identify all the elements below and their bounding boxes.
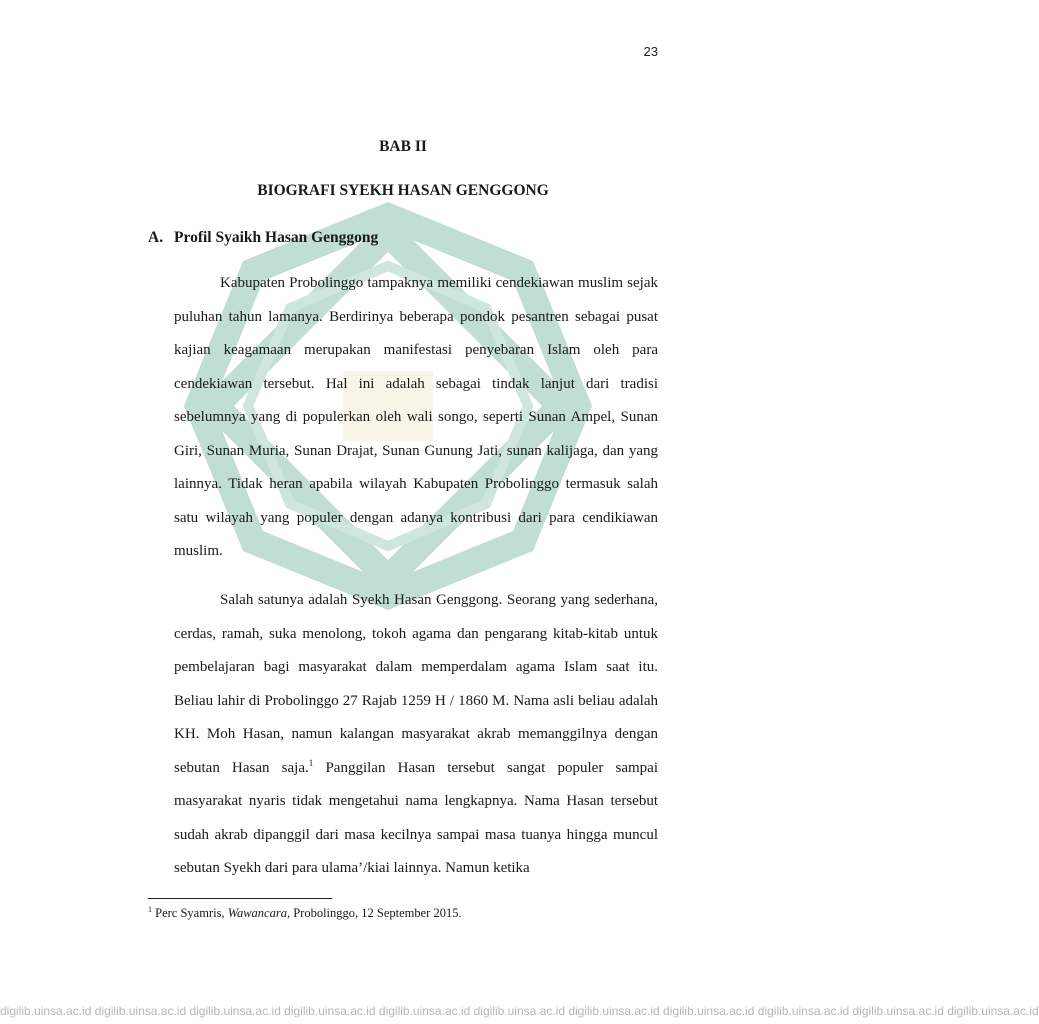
footnote-work: Wawancara, xyxy=(227,906,291,920)
section-title: Profil Syaikh Hasan Genggong xyxy=(174,229,379,246)
section-heading xyxy=(148,229,378,247)
page-number: 23 xyxy=(643,44,658,59)
footer-watermark-strip: digilib.uinsa.ac.id digilib.uinsa.ac.id digilib.uinsa.ac.id digilib.uinsa.ac.id digilib.uinsa.ac.id digilib.uinsa.ac.id digilib.uinsa.ac.id digilib.uinsa.ac.id digilib.uinsa.ac.id digilib.uinsa.ac.id digilib.uinsa.ac.id xyxy=(0,1004,1039,1018)
chapter-title: BIOGRAFI SYEKH HASAN GENGGONG xyxy=(257,182,549,199)
paragraph-2-text-b: Panggilan Hasan tersebut sangat populer sampai masyarakat nyaris tidak mengetahui nama lengkapnya. Nama Hasan tersebut sudah akrab dipanggil dari masa kecilnya sampai masa tuanya hingga muncul sebutan Syekh dari para ulama’/kiai lainnya. Namun ketika xyxy=(174,759,658,876)
paragraph-1-text: Kabupaten Probolinggo tampaknya memiliki cendekiawan muslim sejak puluhan tahun lamanya. Berdirinya beberapa pondok pesantren sebagai pusat kajian keagamaan merupakan manifestasi penyebaran Islam oleh para cendekiawan tersebut. Hal ini adalah sebagai tindak lanjut dari tradisi sebelumnya yang di populerkan oleh wali songo, seperti Sunan Ampel, Sunan Giri, Sunan Muria, Sunan Drajat, Sunan Gunung Jati, sunan kalijaga, dan yang lainnya. Tidak heran apabila wilayah Kabupaten Probolinggo termasuk salah satu wilayah yang populer dengan adanya kontribusi dari para cendikiawan muslim. xyxy=(174,275,658,559)
footnote-mark: 1 xyxy=(148,904,152,914)
paragraph-2 xyxy=(174,584,658,886)
paragraph-2-text-a: Salah satunya adalah Syekh Hasan Genggong. Seorang yang sederhana, cerdas, ramah, suka menolong, tokoh agama dan pengarang kitab-kitab untuk pembelajaran bagi masyarakat dalam memperdalam agama Islam saat itu. Beliau lahir di Probolinggo 27 Rajab 1259 H / 1860 M. Nama asli beliau adalah KH. Moh Hasan, namun kalangan masyarakat akrab memanggilnya dengan sebutan Hasan saja. xyxy=(174,592,658,776)
chapter-heading: BAB II xyxy=(379,138,427,155)
section-letter: A. xyxy=(148,229,164,246)
paragraph-1 xyxy=(174,267,658,569)
footnote-reference[interactable]: 1 xyxy=(308,757,314,768)
footnote-details: Probolinggo, 12 September 2015. xyxy=(293,906,462,920)
footnote-divider xyxy=(148,898,332,899)
footnote-author: Perc Syamris, xyxy=(155,906,225,920)
footnote xyxy=(148,906,462,921)
